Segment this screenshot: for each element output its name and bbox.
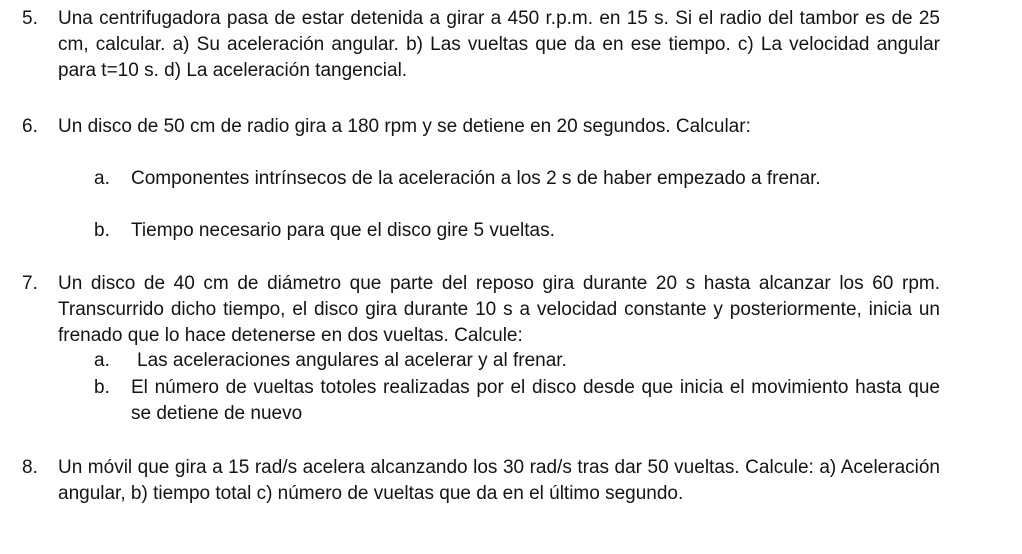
problem-number: 5. [22,8,38,29]
item-text: Tiempo necesario para que el disco gire 5 vueltas. [131,220,555,241]
problem-text: Un móvil que gira a 15 rad/s acelera alcanzando los 30 rad/s tras dar 50 vueltas. Calcule: a) Aceleración angular, b) tiempo total c) número de vueltas que da en el último segundo. [58,457,940,504]
item-text: Componentes intrínsecos de la aceleración a los 2 s de haber empezado a frenar. [131,168,821,189]
problem-text: Un disco de 50 cm de radio gira a 180 rpm y se detiene en 20 segundos. Calcular: [58,116,751,137]
item-letter: a. [94,350,110,371]
problem-text: Un disco de 40 cm de diámetro que parte del reposo gira durante 20 s hasta alcanzar los 60 rpm. Transcurrido dicho tiempo, el disco gira durante 10 s a velocidad constante y posteriormente, inicia un frenado que lo hace detenerse en dos vueltas. Calcule: [58,273,940,346]
problem-7-item-b [94,375,940,427]
item-text: El número de vueltas totoles realizadas por el disco desde que inicia el movimiento hasta que se detiene de nuevo [131,377,940,424]
problem-number: 7. [22,273,38,294]
problem-5 [22,6,940,84]
item-letter: b. [94,220,110,241]
item-text: Las aceleraciones angulares al acelerar y al frenar. [137,350,567,371]
problem-6-item-b [94,218,940,244]
problem-number: 6. [22,116,38,137]
problem-number: 8. [22,457,38,478]
problem-8 [22,455,940,507]
problem-7 [22,271,940,349]
problem-6-item-a [94,166,940,192]
item-letter: a. [94,168,110,189]
problem-text: Una centrifugadora pasa de estar detenida a girar a 450 r.p.m. en 15 s. Si el radio del tambor es de 25 cm, calcular. a) Su aceleración angular. b) Las vueltas que da en ese tiempo. c) La velocidad angular para t=10 s. d) La aceleración tangencial. [58,8,940,81]
problem-7-item-a [94,348,940,374]
item-letter: b. [94,377,110,398]
problem-6 [22,114,940,140]
